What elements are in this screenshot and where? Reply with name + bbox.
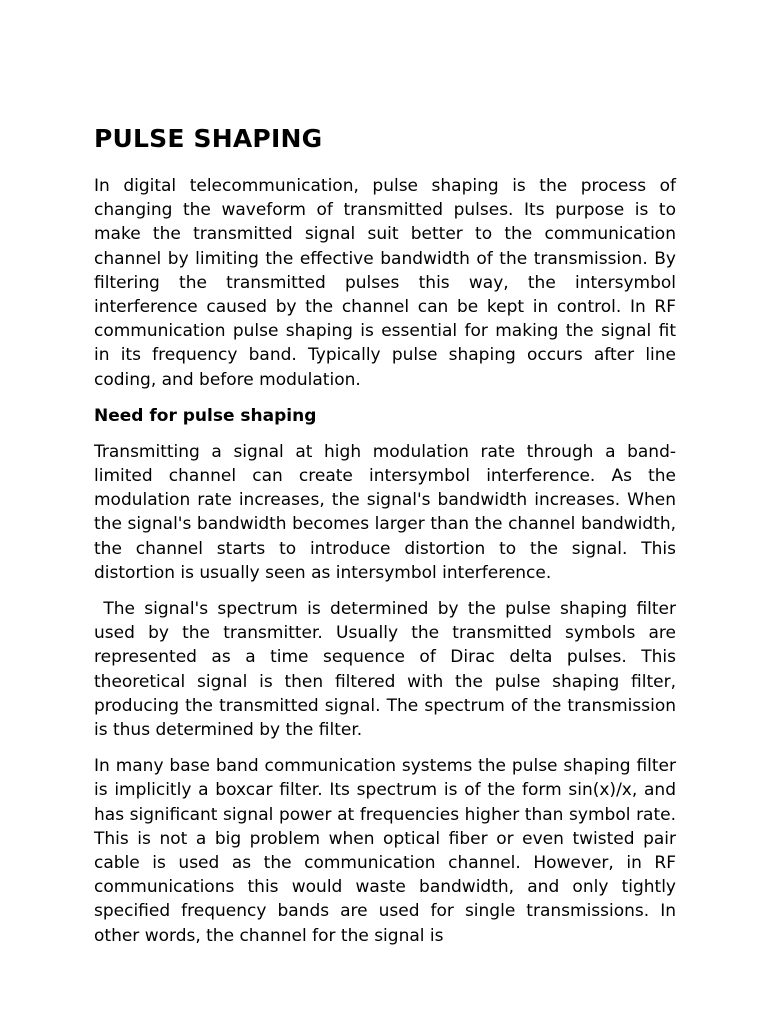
document-page — [94, 124, 682, 960]
intro-paragraph: In digital telecommunication, pulse shaping is the process of changing the waveform of transmitted pulses. Its purpose is to make the transmitted signal suit better to the communication channel by limiting the effective bandwidth of the transmission. By filtering the transmitted pulses this way, the intersymbol interference caused by the channel can be kept in control. In RF communication pulse shaping is essential for making the signal fit in its frequency band. Typically pulse shaping occurs after line coding, and before modulation. — [94, 176, 676, 390]
body-paragraph: Transmitting a signal at high modulation rate through a band-limited channel can create intersymbol interference. As the modulation rate increases, the signal's bandwidth increases. When the signal's bandwidth becomes larger than the channel bandwidth, the channel starts to introduce distortion to the signal. This distortion is usually seen as intersymbol interference. — [94, 441, 676, 583]
document-title: PULSE SHAPING — [94, 124, 323, 153]
body-paragraph: The signal's spectrum is determined by the pulse shaping filter used by the transmitter. Usually the transmitted symbols are represented as a time sequence of Dirac delta pulses. This theoretical signal is then filtered with the pulse shaping filter, producing the transmitted signal. The spectrum of the transmission is thus determined by the filter. — [94, 599, 682, 741]
section-heading: Need for pulse shaping — [94, 405, 317, 426]
body-paragraph: In many base band communication systems the pulse shaping filter is implicitly a boxcar filter. Its spectrum is of the form sin(x)/x, and has significant signal power at frequencies higher than symbol rate. This is not a big problem when optical fiber or even twisted pair cable is used as the communication channel. However, in RF communications this would waste bandwidth, and only tightly specified frequency bands are used for single transmissions. In other words, the channel for the signal is — [94, 756, 676, 946]
